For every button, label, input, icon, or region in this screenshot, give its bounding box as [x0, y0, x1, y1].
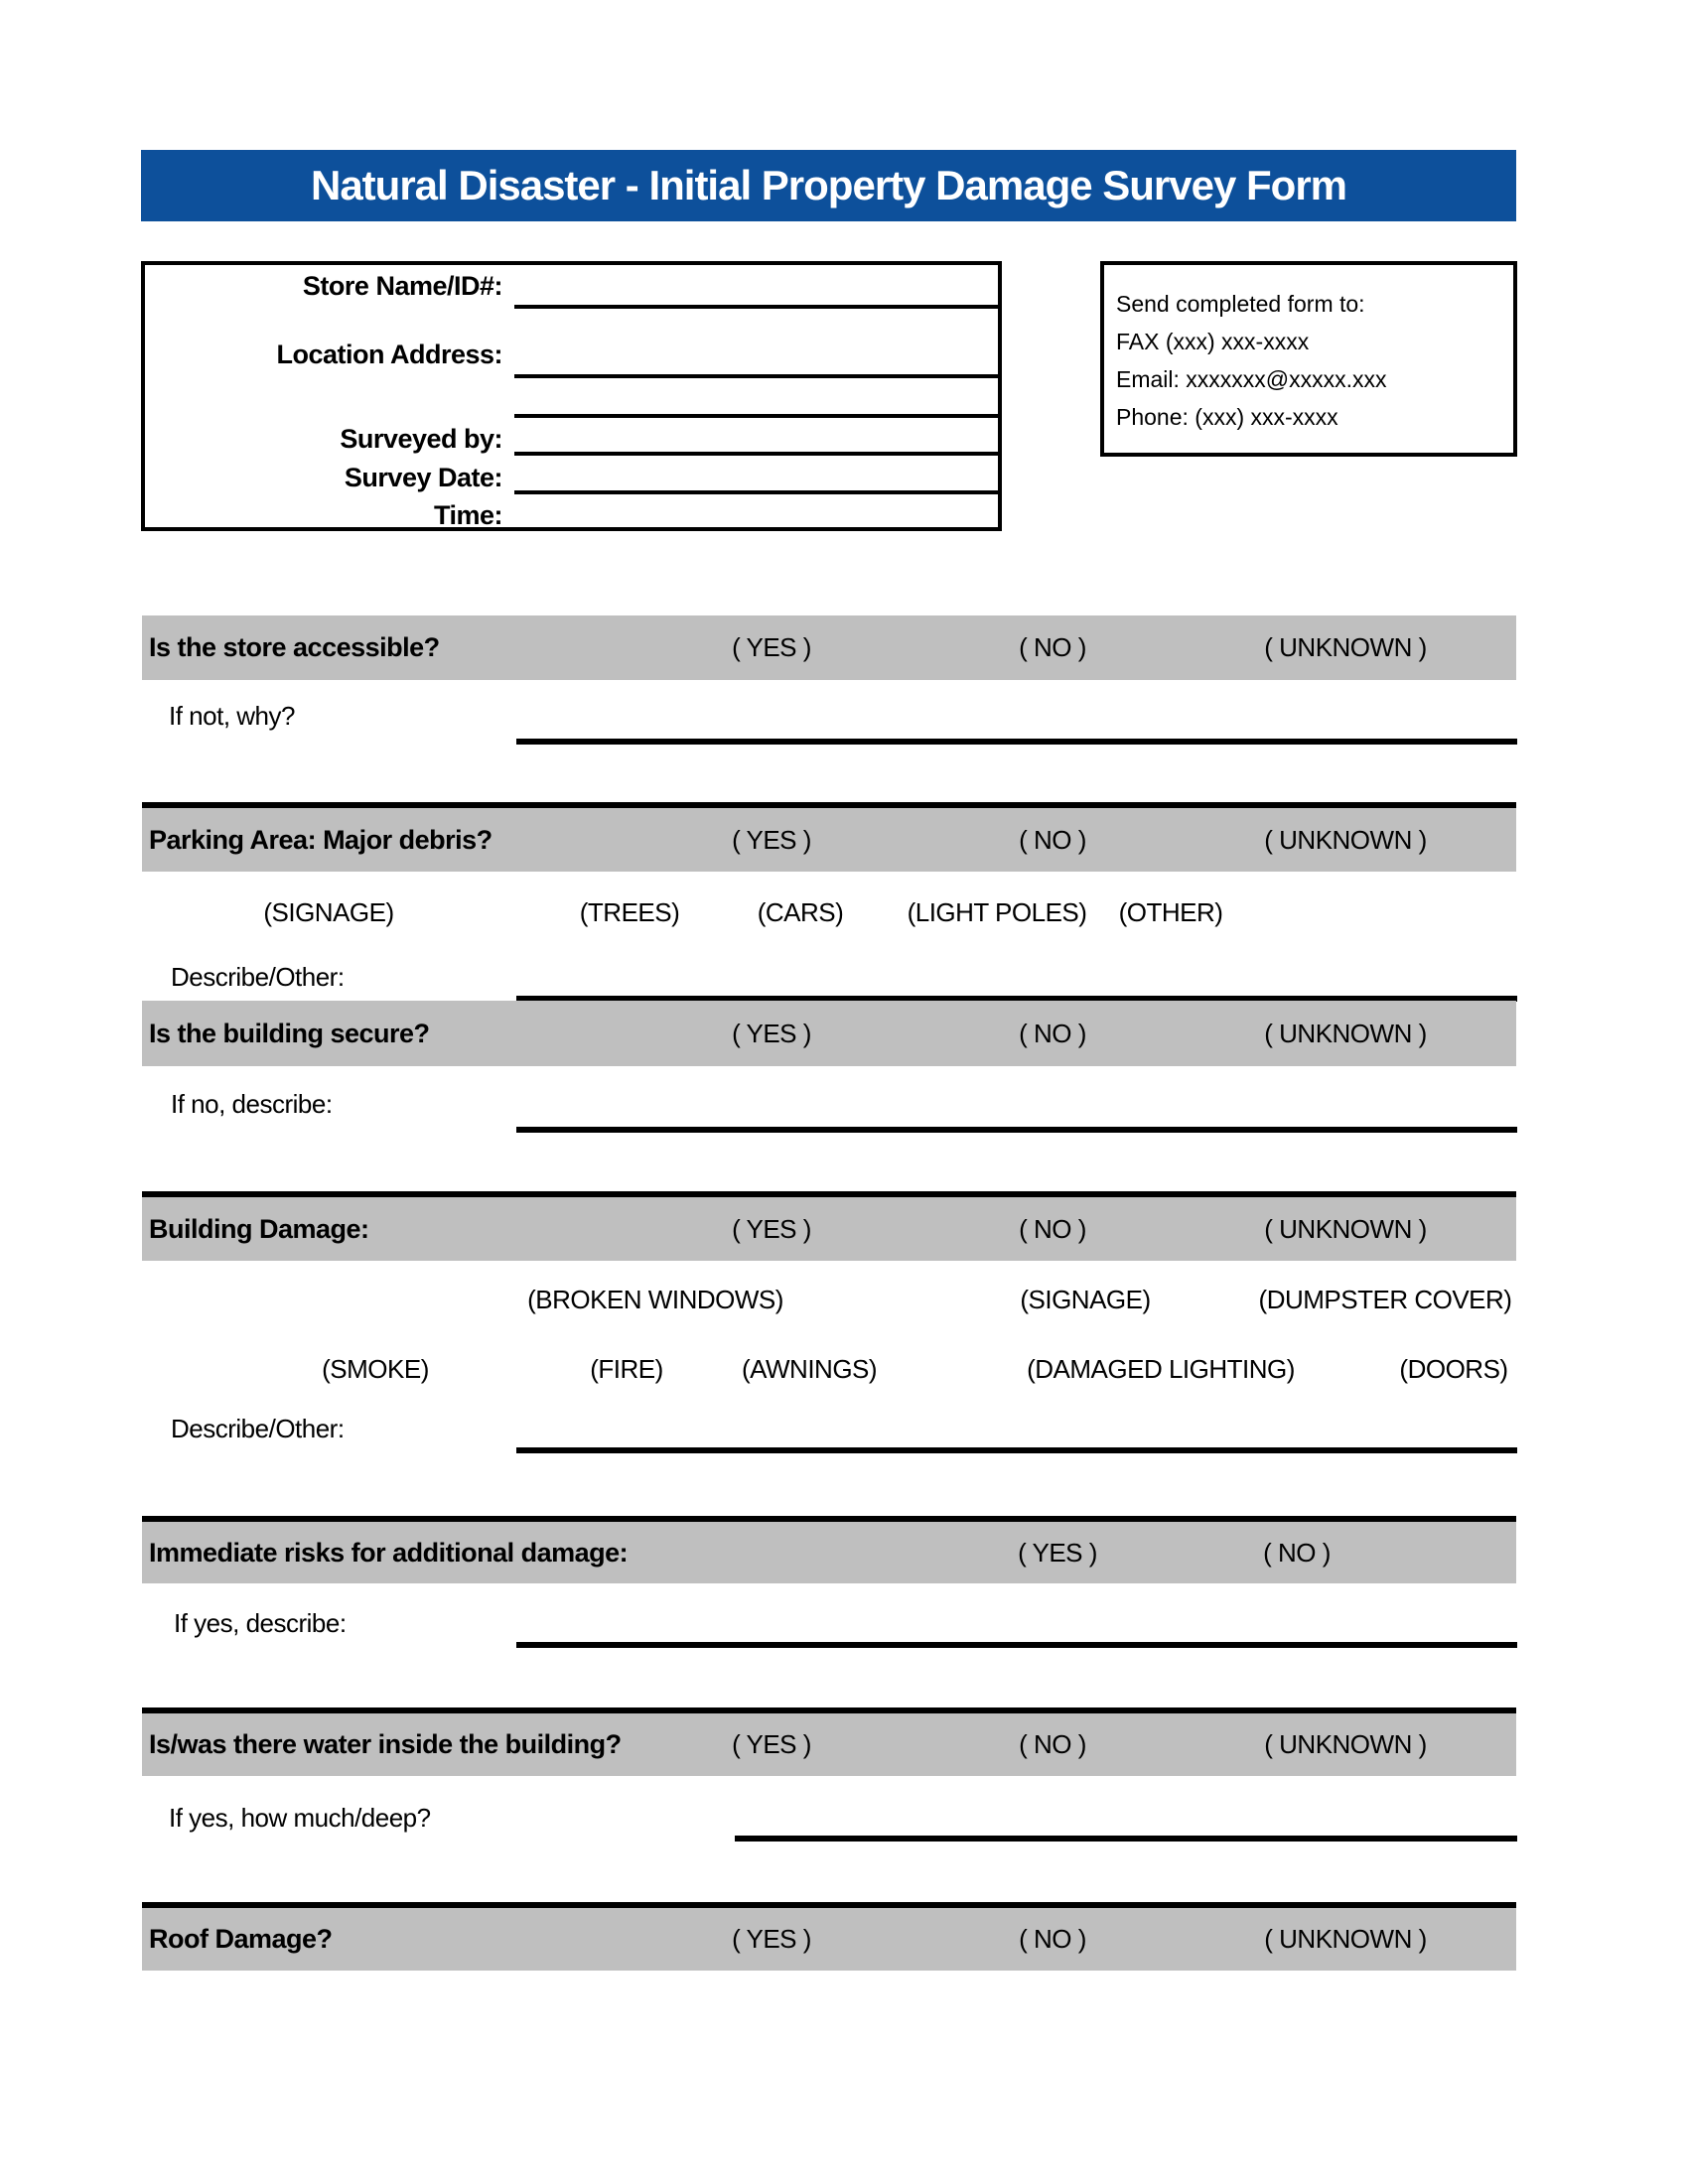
option-yes-parking[interactable]: ( YES ) — [732, 824, 811, 855]
section-bar-secure — [142, 1001, 1516, 1066]
damage-choice-doors[interactable]: (DOORS) — [1399, 1354, 1508, 1384]
option-no-secure[interactable]: ( NO ) — [1019, 1018, 1086, 1048]
store-name-input-line[interactable] — [514, 305, 998, 309]
section-bar-parking — [142, 808, 1516, 872]
parking-choice-light-poles[interactable]: (LIGHT POLES) — [907, 897, 1087, 927]
option-no-damage[interactable]: ( NO ) — [1019, 1213, 1086, 1244]
option-yes-accessible[interactable]: ( YES ) — [732, 632, 811, 662]
question-damage: Building Damage: — [149, 1213, 369, 1244]
damage-describe-label: Describe/Other: — [171, 1414, 345, 1443]
if-not-why-label: If not, why? — [169, 701, 295, 731]
survey-date-input-line[interactable] — [514, 490, 998, 494]
option-unknown-parking[interactable]: ( UNKNOWN ) — [1264, 824, 1427, 855]
store-info-box — [141, 261, 1002, 531]
if-yes-describe-input-line[interactable] — [516, 1642, 1517, 1648]
question-secure: Is the building secure? — [149, 1018, 430, 1048]
damage-choice-signage[interactable]: (SIGNAGE) — [1020, 1285, 1151, 1314]
how-much-deep-input-line[interactable] — [735, 1836, 1517, 1842]
option-unknown-water[interactable]: ( UNKNOWN ) — [1264, 1729, 1427, 1759]
form-title: Natural Disaster - Initial Property Damage Survey Form — [310, 162, 1347, 208]
location-input-line-2[interactable] — [514, 414, 998, 418]
damage-choice-smoke[interactable]: (SMOKE) — [322, 1354, 429, 1384]
option-no-risks[interactable]: ( NO ) — [1263, 1537, 1331, 1568]
if-yes-describe-label: If yes, describe: — [174, 1608, 347, 1638]
parking-choice-cars[interactable]: (CARS) — [757, 897, 844, 927]
time-label: Time: — [433, 500, 502, 530]
option-no-parking[interactable]: ( NO ) — [1019, 824, 1086, 855]
section-bar-roof — [142, 1908, 1516, 1971]
section-bar-water — [142, 1713, 1516, 1776]
if-no-describe-input-line[interactable] — [516, 1127, 1517, 1133]
damage-choice-awnings[interactable]: (AWNINGS) — [741, 1354, 878, 1384]
option-yes-risks[interactable]: ( YES ) — [1018, 1537, 1097, 1568]
send-form-contact-box — [1100, 261, 1517, 457]
store-name-label: Store Name/ID#: — [302, 271, 502, 301]
option-unknown-secure[interactable]: ( UNKNOWN ) — [1264, 1018, 1427, 1048]
option-no-accessible[interactable]: ( NO ) — [1019, 632, 1086, 662]
option-yes-roof[interactable]: ( YES ) — [732, 1924, 811, 1954]
form-title-bar — [141, 150, 1516, 221]
section-bar-damage — [142, 1197, 1516, 1261]
parking-describe-label: Describe/Other: — [171, 962, 345, 992]
section-bar-risks — [142, 1522, 1516, 1583]
damage-choice-damaged-lighting[interactable]: (DAMAGED LIGHTING) — [1027, 1354, 1295, 1384]
damage-choice-fire[interactable]: (FIRE) — [590, 1354, 663, 1384]
if-no-describe-label: If no, describe: — [171, 1089, 333, 1119]
option-yes-secure[interactable]: ( YES ) — [732, 1018, 811, 1048]
question-water: Is/was there water inside the building? — [149, 1729, 622, 1759]
option-unknown-accessible[interactable]: ( UNKNOWN ) — [1264, 632, 1427, 662]
contact-line-fax: FAX (xxx) xxx-xxxx — [1116, 329, 1310, 354]
option-no-water[interactable]: ( NO ) — [1019, 1729, 1086, 1759]
if-not-why-input-line[interactable] — [516, 739, 1517, 745]
damage-choice-broken-windows[interactable]: (BROKEN WINDOWS) — [527, 1285, 783, 1314]
parking-choice-other[interactable]: (OTHER) — [1118, 897, 1223, 927]
option-no-roof[interactable]: ( NO ) — [1019, 1924, 1086, 1954]
option-yes-damage[interactable]: ( YES ) — [732, 1213, 811, 1244]
contact-line-phone: Phone: (xxx) xxx-xxxx — [1116, 404, 1338, 430]
how-much-deep-label: If yes, how much/deep? — [169, 1803, 431, 1833]
question-parking: Parking Area: Major debris? — [149, 824, 492, 855]
option-unknown-roof[interactable]: ( UNKNOWN ) — [1264, 1924, 1427, 1954]
surveyed-by-label: Surveyed by: — [340, 424, 502, 454]
parking-choice-signage[interactable]: (SIGNAGE) — [263, 897, 394, 927]
location-input-line-1[interactable] — [514, 374, 998, 378]
contact-line-heading: Send completed form to: — [1116, 291, 1365, 317]
option-yes-water[interactable]: ( YES ) — [732, 1729, 811, 1759]
option-unknown-damage[interactable]: ( UNKNOWN ) — [1264, 1213, 1427, 1244]
damage-describe-input-line[interactable] — [516, 1447, 1517, 1453]
contact-line-email: Email: xxxxxxx@xxxxx.xxx — [1116, 366, 1387, 392]
survey-date-label: Survey Date: — [344, 463, 502, 492]
question-accessible: Is the store accessible? — [149, 632, 440, 662]
location-label: Location Address: — [276, 340, 502, 369]
damage-choice-dumpster-cover[interactable]: (DUMPSTER COVER) — [1258, 1285, 1512, 1314]
question-risks: Immediate risks for additional damage: — [149, 1537, 629, 1568]
parking-choice-trees[interactable]: (TREES) — [579, 897, 680, 927]
question-roof: Roof Damage? — [149, 1924, 333, 1954]
surveyed-by-input-line[interactable] — [514, 452, 998, 456]
section-bar-accessible — [142, 615, 1516, 680]
